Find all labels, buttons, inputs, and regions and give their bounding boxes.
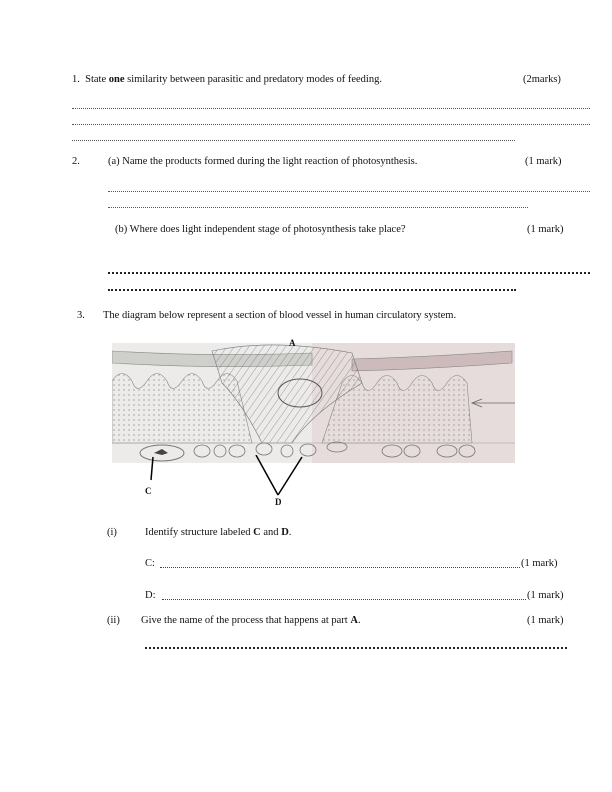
subquestion-i-number: (i) bbox=[107, 527, 117, 538]
question-1-text bbox=[72, 74, 382, 85]
question-3-number: 3. bbox=[77, 310, 85, 321]
blood-vessel-illustration bbox=[112, 343, 515, 463]
answer-line[interactable] bbox=[108, 207, 528, 208]
answer-line[interactable] bbox=[108, 191, 590, 192]
answer-c-line[interactable] bbox=[160, 567, 520, 568]
text: and bbox=[260, 527, 282, 538]
question-2-number: 2. bbox=[72, 156, 80, 167]
text: Identify structure labeled bbox=[145, 527, 254, 538]
subquestion-ii-number: (ii) bbox=[107, 615, 120, 626]
question-2b-marks: (1 mark) bbox=[527, 224, 564, 235]
question-2b-text: (b) Where does light independent stage of photosynthesis take place? bbox=[115, 224, 406, 235]
question-1-marks: (2marks) bbox=[523, 74, 561, 85]
blood-vessel-diagram bbox=[112, 343, 515, 463]
question-3-text: The diagram below represent a section of blood vessel in human circulatory system. bbox=[103, 310, 457, 321]
answer-line[interactable] bbox=[72, 124, 590, 125]
question-2a-marks: (1 mark) bbox=[525, 156, 562, 167]
text: similarity between parasitic and predatory modes of feeding. bbox=[124, 74, 382, 85]
answer-c-marks: (1 mark) bbox=[521, 558, 558, 569]
diagram-label-d: D bbox=[275, 497, 282, 507]
answer-line[interactable] bbox=[108, 289, 516, 291]
subquestion-ii-marks: (1 mark) bbox=[527, 615, 564, 626]
subquestion-ii-text bbox=[141, 615, 361, 626]
text: Give the name of the process that happens at part bbox=[141, 615, 351, 626]
question-number: 1. bbox=[72, 74, 80, 85]
bold-text: D bbox=[281, 527, 289, 538]
answer-line[interactable] bbox=[72, 108, 590, 109]
text: . bbox=[288, 527, 292, 538]
text: . bbox=[357, 615, 361, 626]
bold-text: C bbox=[253, 527, 261, 538]
answer-c-label: C: bbox=[145, 558, 155, 569]
text: State bbox=[85, 74, 109, 85]
answer-d-marks: (1 mark) bbox=[527, 590, 564, 601]
bold-text: A bbox=[350, 615, 358, 626]
bold-text: one bbox=[108, 74, 125, 85]
answer-d-line[interactable] bbox=[162, 599, 526, 600]
label-pointer-lines bbox=[140, 455, 310, 500]
answer-line[interactable] bbox=[108, 272, 590, 274]
answer-d-label: D: bbox=[145, 590, 156, 601]
diagram-label-a: A bbox=[289, 338, 296, 348]
answer-line[interactable] bbox=[145, 647, 567, 649]
answer-line[interactable] bbox=[72, 140, 515, 141]
question-2a-text: (a) Name the products formed during the light reaction of photosynthesis. bbox=[108, 156, 418, 167]
diagram-label-c: C bbox=[145, 486, 152, 496]
subquestion-i-text bbox=[145, 527, 291, 538]
